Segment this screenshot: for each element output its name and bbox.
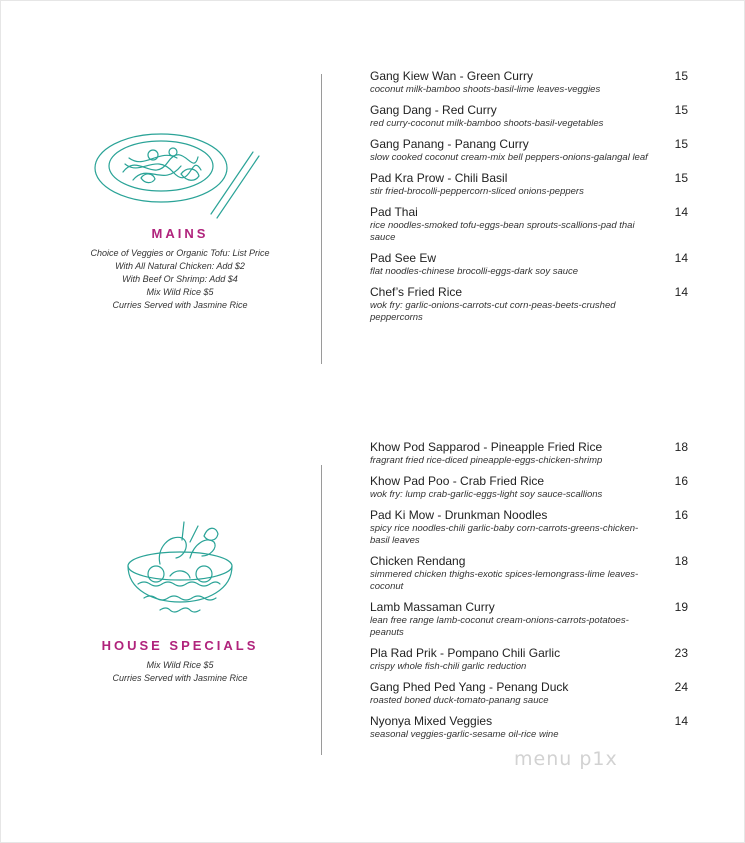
item-price: 16 [674,508,688,522]
mains-notes [60,247,300,312]
item-name: Chef’s Fried Rice [370,285,463,299]
item-description: slow cooked coconut cream-mix bell peppers-onions-galangal leaf [370,152,648,163]
specials-item-list [370,439,688,747]
item-price: 23 [674,646,688,660]
mains-note: With All Natural Chicken: Add $2 [115,261,245,271]
item-description: spicy rice noodles-chili garlic-baby corn-carrots-greens-chicken-basil leaves [370,523,639,546]
item-price: 14 [674,251,688,265]
item-description: lean free range lamb-coconut cream-onions-carrots-potatoes-peanuts [370,615,629,638]
item-description: red curry-coconut milk-bamboo shoots-basil-vegetables [370,118,604,129]
item-price: 14 [674,285,688,299]
item-name: Khow Pod Sapparod - Pineapple Fried Rice [370,440,603,454]
specials-divider [321,465,322,755]
seafood-bowl-icon [120,514,240,634]
item-name: Pad See Ew [370,251,437,265]
specials-title: HOUSE SPECIALS [101,638,259,653]
item-price: 14 [674,205,688,219]
item-description: wok fry: lump crab-garlic-eggs-light soy sauce-scallions [370,489,603,500]
item-description: crispy whole fish-chili garlic reduction [370,661,527,672]
item-price: 14 [674,714,688,728]
item-price: 15 [674,137,688,151]
item-name: Pad Ki Mow - Drunkman Noodles [370,508,548,522]
item-name: Gang Dang - Red Curry [370,103,497,117]
mains-title: MAINS [151,226,209,241]
mains-intro [60,122,300,312]
mains-note: With Beef Or Shrimp: Add $4 [122,274,238,284]
mains-note: Choice of Veggies or Organic Tofu: List Price [90,248,270,258]
item-name: Khow Pad Poo - Crab Fried Rice [370,474,545,488]
menu-item [370,713,688,741]
item-name: Gang Phed Ped Yang - Penang Duck [370,680,569,694]
mains-section [0,60,745,380]
mains-item-list [370,68,688,330]
specials-intro [60,514,300,685]
menu-item [370,679,688,707]
noodle-plate-icon [93,122,268,222]
item-price: 18 [674,554,688,568]
menu-item [370,284,688,324]
item-name: Gang Panang - Panang Curry [370,137,529,151]
mains-note: Curries Served with Jasmine Rice [112,300,248,310]
item-name: Pad Thai [370,205,418,219]
watermark: menu p1x [514,748,618,770]
item-name: Pla Rad Prik - Pompano Chili Garlic [370,646,561,660]
item-name: Gang Kiew Wan - Green Curry [370,69,533,83]
item-description: seasonal veggies-garlic-sesame oil-rice wine [370,729,559,740]
item-description: fragrant fried rice-diced pineapple-eggs-chicken-shrimp [370,455,603,466]
item-name: Lamb Massaman Curry [370,600,495,614]
menu-item [370,599,688,639]
item-description: simmered chicken thighs-exotic spices-lemongrass-lime leaves-coconut [370,569,639,592]
item-name: Chicken Rendang [370,554,466,568]
item-description: stir fried-brocolli-peppercorn-sliced onions-peppers [370,186,584,197]
specials-note: Curries Served with Jasmine Rice [112,673,248,683]
item-price: 24 [674,680,688,694]
item-description: rice noodles-smoked tofu-eggs-bean sprouts-scallions-pad thai sauce [370,220,635,243]
menu-item [370,473,688,501]
menu-item [370,250,688,278]
menu-item [370,204,688,244]
menu-item [370,68,688,96]
item-description: coconut milk-bamboo shoots-basil-lime leaves-veggies [370,84,601,95]
mains-divider [321,74,322,364]
specials-notes [60,659,300,685]
item-description: wok fry: garlic-onions-carrots-cut corn-peas-beets-crushed peppercorns [370,300,616,323]
item-price: 15 [674,69,688,83]
item-name: Nyonya Mixed Veggies [370,714,493,728]
item-price: 18 [674,440,688,454]
mains-note: Mix Wild Rice $5 [146,287,214,297]
item-description: flat noodles-chinese brocolli-eggs-dark soy sauce [370,266,579,277]
item-description: roasted boned duck-tomato-panang sauce [370,695,549,706]
house-specials-section [0,432,745,792]
specials-note: Mix Wild Rice $5 [146,660,214,670]
menu-item [370,439,688,467]
item-price: 15 [674,171,688,185]
menu-item [370,553,688,593]
item-price: 19 [674,600,688,614]
item-price: 15 [674,103,688,117]
item-name: Pad Kra Prow - Chili Basil [370,171,508,185]
menu-item [370,507,688,547]
menu-item [370,102,688,130]
menu-item [370,645,688,673]
menu-item [370,136,688,164]
menu-item [370,170,688,198]
item-price: 16 [674,474,688,488]
